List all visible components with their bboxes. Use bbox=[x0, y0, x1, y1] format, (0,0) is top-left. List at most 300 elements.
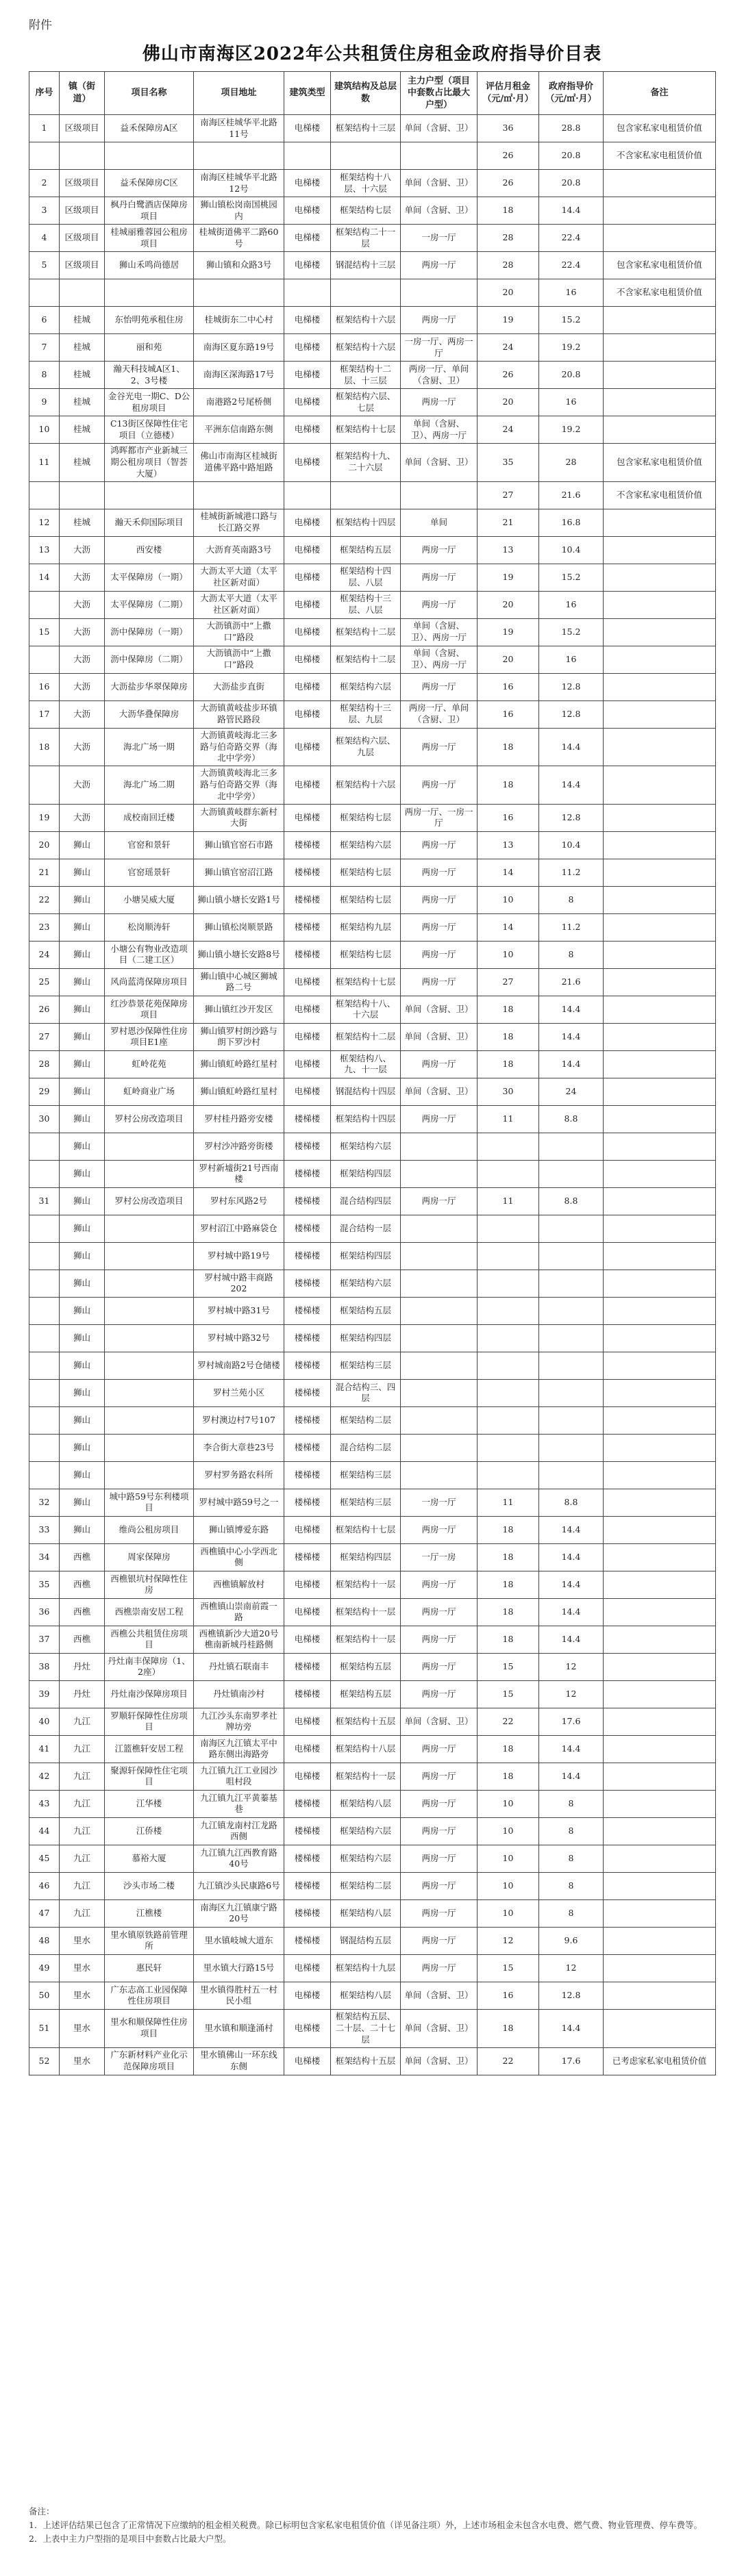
cell-town: 桂城 bbox=[60, 389, 105, 416]
cell-project-name: 狮山禾鸣尚德居 bbox=[105, 252, 194, 279]
cell-note bbox=[604, 307, 716, 334]
cell-note bbox=[604, 389, 716, 416]
cell-building-type: 楼梯楼 bbox=[284, 1653, 331, 1680]
cell-note bbox=[604, 859, 716, 886]
cell-row-number: 1 bbox=[29, 115, 60, 142]
cell-unit-type: 两房一厅 bbox=[401, 1598, 478, 1626]
table-row bbox=[29, 1489, 716, 1516]
cell-building-type: 电梯楼 bbox=[284, 618, 331, 646]
cell-unit-type: 两房一厅 bbox=[401, 941, 478, 968]
cell-eval-rent: 26 bbox=[478, 142, 539, 170]
cell-guide-price bbox=[539, 1270, 604, 1297]
cell-row-number: 28 bbox=[29, 1050, 60, 1078]
cell-row-number: 30 bbox=[29, 1105, 60, 1133]
table-row bbox=[29, 941, 716, 968]
cell-project-address: 大沥镇黄岐海北三多路与伯奇路交界（海北中学旁） bbox=[194, 728, 284, 766]
cell-guide-price: 20.8 bbox=[539, 142, 604, 170]
cell-note bbox=[604, 536, 716, 564]
cell-building-type: 电梯楼 bbox=[284, 1078, 331, 1105]
cell-eval-rent bbox=[478, 1297, 539, 1324]
cell-project-name: 广东志高工业园保障性住房项目 bbox=[105, 1982, 194, 2009]
cell-note bbox=[604, 1817, 716, 1845]
cell-town: 西樵 bbox=[60, 1543, 105, 1571]
cell-eval-rent: 14 bbox=[478, 859, 539, 886]
cell-note bbox=[604, 1954, 716, 1982]
cell-row-number: 3 bbox=[29, 197, 60, 225]
cell-project-address: 大沥镇黄岐群东新村大街 bbox=[194, 804, 284, 831]
cell-town: 狮山 bbox=[60, 1297, 105, 1324]
cell-project-address: 里水镇大行路15号 bbox=[194, 1954, 284, 1982]
cell-building-type: 电梯楼 bbox=[284, 225, 331, 252]
cell-note bbox=[604, 1434, 716, 1461]
table-row bbox=[29, 1242, 716, 1270]
cell-unit-type: 单间（含厨、卫） bbox=[401, 170, 478, 197]
cell-building-type: 楼梯楼 bbox=[284, 1160, 331, 1187]
cell-guide-price: 12.8 bbox=[539, 804, 604, 831]
cell-structure: 框架结构十六层 bbox=[331, 334, 401, 362]
cell-structure: 框架结构七层 bbox=[331, 197, 401, 225]
cell-guide-price: 12.8 bbox=[539, 673, 604, 700]
cell-project-name: 西樵公共租赁住房项目 bbox=[105, 1626, 194, 1653]
cell-project-address: 西樵镇中心小学西北侧 bbox=[194, 1543, 284, 1571]
cell-unit-type: 两房一厅 bbox=[401, 1571, 478, 1598]
cell-note bbox=[604, 564, 716, 591]
cell-eval-rent: 18 bbox=[478, 996, 539, 1023]
cell-structure: 框架结构十一层 bbox=[331, 1626, 401, 1653]
cell-structure: 框架结构十一层 bbox=[331, 1763, 401, 1790]
cell-town: 九江 bbox=[60, 1872, 105, 1899]
cell-guide-price: 8.8 bbox=[539, 1187, 604, 1215]
cell-eval-rent: 11 bbox=[478, 1187, 539, 1215]
cell-row-number: 32 bbox=[29, 1489, 60, 1516]
cell-note bbox=[604, 1105, 716, 1133]
cell-eval-rent: 20 bbox=[478, 646, 539, 673]
cell-eval-rent: 10 bbox=[478, 886, 539, 913]
table-row bbox=[29, 1461, 716, 1489]
table-row bbox=[29, 279, 716, 307]
cell-building-type: 电梯楼 bbox=[284, 115, 331, 142]
cell-eval-rent: 11 bbox=[478, 1105, 539, 1133]
cell-building-type bbox=[284, 481, 331, 509]
cell-unit-type bbox=[401, 1242, 478, 1270]
cell-project-name: 小塘吴威大厦 bbox=[105, 886, 194, 913]
cell-unit-type: 两房一厅 bbox=[401, 1817, 478, 1845]
table-row bbox=[29, 307, 716, 334]
cell-unit-type: 单间（含厨、卫） bbox=[401, 115, 478, 142]
cell-project-name: 金谷光电一期C、D公租房项目 bbox=[105, 389, 194, 416]
notes-block bbox=[29, 2505, 715, 2546]
cell-town: 九江 bbox=[60, 1763, 105, 1790]
cell-structure: 混合结构四层 bbox=[331, 1187, 401, 1215]
cell-town: 狮山 bbox=[60, 1461, 105, 1489]
cell-building-type: 电梯楼 bbox=[284, 1571, 331, 1598]
cell-project-name: 益禾保障房A区 bbox=[105, 115, 194, 142]
cell-row-number: 46 bbox=[29, 1872, 60, 1899]
cell-structure: 框架结构三层 bbox=[331, 1352, 401, 1379]
table-row bbox=[29, 646, 716, 673]
cell-note bbox=[604, 1133, 716, 1160]
table-row bbox=[29, 416, 716, 444]
table-row bbox=[29, 481, 716, 509]
cell-project-name bbox=[105, 1160, 194, 1187]
table-header-row bbox=[29, 72, 716, 115]
cell-structure: 框架结构六层、七层 bbox=[331, 389, 401, 416]
table-row bbox=[29, 831, 716, 859]
table-body bbox=[29, 115, 716, 2075]
cell-unit-type: 两房一厅 bbox=[401, 1626, 478, 1653]
cell-row-number: 15 bbox=[29, 618, 60, 646]
cell-project-address: 狮山镇罗村朗沙路与朗下罗沙村 bbox=[194, 1023, 284, 1050]
cell-unit-type bbox=[401, 1133, 478, 1160]
cell-town: 区级项目 bbox=[60, 252, 105, 279]
table-row bbox=[29, 1023, 716, 1050]
cell-note bbox=[604, 1324, 716, 1352]
cell-unit-type: 两房一厅、单间（含厨、卫） bbox=[401, 362, 478, 389]
cell-eval-rent: 28 bbox=[478, 252, 539, 279]
cell-row-number: 27 bbox=[29, 1023, 60, 1050]
cell-building-type: 电梯楼 bbox=[284, 766, 331, 805]
cell-project-address: 罗村兰苑小区 bbox=[194, 1379, 284, 1406]
cell-unit-type: 两房一厅 bbox=[401, 536, 478, 564]
cell-building-type: 楼梯楼 bbox=[284, 886, 331, 913]
cell-eval-rent bbox=[478, 1461, 539, 1489]
cell-unit-type: 两房一厅 bbox=[401, 591, 478, 618]
cell-project-address: 西樵镇山崇南前霞一路 bbox=[194, 1598, 284, 1626]
cell-project-address: 罗村沙冲路旁街楼 bbox=[194, 1133, 284, 1160]
cell-row-number: 26 bbox=[29, 996, 60, 1023]
cell-project-address: 罗村澳边村7号107 bbox=[194, 1406, 284, 1434]
cell-eval-rent: 24 bbox=[478, 334, 539, 362]
cell-eval-rent: 20 bbox=[478, 591, 539, 618]
cell-building-type: 楼梯楼 bbox=[284, 1133, 331, 1160]
cell-building-type: 楼梯楼 bbox=[284, 1324, 331, 1352]
cell-guide-price: 12 bbox=[539, 1680, 604, 1708]
cell-unit-type: 单间（含厨、卫） bbox=[401, 197, 478, 225]
cell-unit-type: 单间（含厨、卫）、两房一厅 bbox=[401, 646, 478, 673]
cell-eval-rent: 18 bbox=[478, 197, 539, 225]
cell-building-type: 楼梯楼 bbox=[284, 1270, 331, 1297]
cell-structure: 框架结构十七层 bbox=[331, 416, 401, 444]
cell-building-type: 电梯楼 bbox=[284, 1626, 331, 1653]
cell-unit-type: 一房一厅、两房一厅 bbox=[401, 334, 478, 362]
cell-eval-rent: 24 bbox=[478, 416, 539, 444]
cell-project-address: 狮山镇松岗南国桃园内 bbox=[194, 197, 284, 225]
cell-structure: 框架结构十二层 bbox=[331, 1023, 401, 1050]
cell-building-type: 电梯楼 bbox=[284, 334, 331, 362]
cell-unit-type: 一房一厅 bbox=[401, 225, 478, 252]
cell-row-number: 13 bbox=[29, 536, 60, 564]
cell-structure: 框架结构十四层 bbox=[331, 509, 401, 536]
notes-heading: 备注： bbox=[29, 2506, 55, 2516]
cell-guide-price: 20.8 bbox=[539, 170, 604, 197]
cell-guide-price: 9.6 bbox=[539, 1927, 604, 1954]
cell-town: 桂城 bbox=[60, 509, 105, 536]
cell-row-number: 33 bbox=[29, 1516, 60, 1543]
cell-guide-price: 15.2 bbox=[539, 564, 604, 591]
cell-eval-rent: 10 bbox=[478, 941, 539, 968]
cell-building-type: 楼梯楼 bbox=[284, 859, 331, 886]
cell-guide-price: 28.8 bbox=[539, 115, 604, 142]
cell-project-name: 大沥华叠保障房 bbox=[105, 700, 194, 728]
cell-row-number: 24 bbox=[29, 941, 60, 968]
cell-note bbox=[604, 1790, 716, 1817]
table-row bbox=[29, 142, 716, 170]
cell-note bbox=[604, 1078, 716, 1105]
cell-row-number: 36 bbox=[29, 1598, 60, 1626]
cell-project-address bbox=[194, 279, 284, 307]
cell-town: 狮山 bbox=[60, 1078, 105, 1105]
cell-row-number bbox=[29, 1434, 60, 1461]
cell-town: 丹灶 bbox=[60, 1680, 105, 1708]
cell-project-name: 官窑和景轩 bbox=[105, 831, 194, 859]
table-row bbox=[29, 766, 716, 805]
cell-building-type: 电梯楼 bbox=[284, 252, 331, 279]
cell-building-type: 楼梯楼 bbox=[284, 1461, 331, 1489]
cell-project-name: 丹灶南丰保障房（1、2座） bbox=[105, 1653, 194, 1680]
cell-guide-price: 21.6 bbox=[539, 481, 604, 509]
table-row bbox=[29, 1516, 716, 1543]
cell-town: 狮山 bbox=[60, 1379, 105, 1406]
cell-structure: 框架结构八层 bbox=[331, 1982, 401, 2009]
cell-project-address: 罗村城南路2号仓储楼 bbox=[194, 1352, 284, 1379]
cell-structure: 框架结构二十一层 bbox=[331, 225, 401, 252]
cell-project-address: 大沥镇黄岐海北三多路与伯奇路交界（海北中学旁） bbox=[194, 766, 284, 805]
cell-note bbox=[604, 1050, 716, 1078]
cell-row-number: 19 bbox=[29, 804, 60, 831]
table-row bbox=[29, 1187, 716, 1215]
cell-note bbox=[604, 1270, 716, 1297]
cell-building-type: 电梯楼 bbox=[284, 700, 331, 728]
cell-eval-rent: 12 bbox=[478, 1927, 539, 1954]
table-row bbox=[29, 1050, 716, 1078]
cell-town: 狮山 bbox=[60, 1434, 105, 1461]
cell-unit-type: 两房一厅 bbox=[401, 673, 478, 700]
table-row bbox=[29, 1763, 716, 1790]
cell-row-number bbox=[29, 279, 60, 307]
cell-project-address: 九江镇沙头民康路6号 bbox=[194, 1872, 284, 1899]
cell-project-name bbox=[105, 142, 194, 170]
table-row bbox=[29, 252, 716, 279]
cell-structure: 框架结构六层 bbox=[331, 831, 401, 859]
cell-project-name: 罗顺轩保障性住房项目 bbox=[105, 1708, 194, 1735]
cell-guide-price: 16.8 bbox=[539, 509, 604, 536]
cell-structure: 钢混结构十四层 bbox=[331, 1078, 401, 1105]
cell-project-address: 九江镇九江平黄蓁基巷 bbox=[194, 1790, 284, 1817]
cell-guide-price: 14.4 bbox=[539, 1023, 604, 1050]
table-row bbox=[29, 673, 716, 700]
cell-project-name bbox=[105, 1133, 194, 1160]
table-row bbox=[29, 1379, 716, 1406]
cell-unit-type: 单间（含厨、卫） bbox=[401, 2009, 478, 2047]
cell-structure: 框架结构十四层 bbox=[331, 1105, 401, 1133]
cell-project-name: 沥中保障房（一期） bbox=[105, 618, 194, 646]
cell-project-address: 桂城街新城港口路与长江路交界 bbox=[194, 509, 284, 536]
cell-structure: 钢混结构五层 bbox=[331, 1927, 401, 1954]
cell-project-address: 南海区深海路17号 bbox=[194, 362, 284, 389]
cell-project-name: 鸿晖都市产业新城三期公租房项目（智荟大厦） bbox=[105, 444, 194, 482]
page-title: 佛山市南海区2022年公共租赁住房租金政府指导价目表 bbox=[142, 44, 602, 64]
cell-structure: 混合结构二层 bbox=[331, 1434, 401, 1461]
cell-guide-price: 20.8 bbox=[539, 362, 604, 389]
cell-note bbox=[604, 1187, 716, 1215]
cell-unit-type: 两房一厅 bbox=[401, 886, 478, 913]
cell-guide-price bbox=[539, 1461, 604, 1489]
cell-building-type: 电梯楼 bbox=[284, 728, 331, 766]
cell-building-type: 楼梯楼 bbox=[284, 1489, 331, 1516]
cell-building-type: 楼梯楼 bbox=[284, 1845, 331, 1872]
header-name: 项目名称 bbox=[105, 72, 194, 115]
cell-eval-rent: 16 bbox=[478, 804, 539, 831]
header-no: 序号 bbox=[29, 72, 60, 115]
cell-project-name: 西安楼 bbox=[105, 536, 194, 564]
cell-project-name: 小塘公有物业改造项目（二建工区） bbox=[105, 941, 194, 968]
cell-eval-rent: 21 bbox=[478, 509, 539, 536]
cell-note bbox=[604, 225, 716, 252]
cell-note bbox=[604, 2009, 716, 2047]
cell-project-name: 沙头市场二楼 bbox=[105, 1872, 194, 1899]
cell-project-address: 西樵镇解放村 bbox=[194, 1571, 284, 1598]
cell-town: 狮山 bbox=[60, 1187, 105, 1215]
cell-row-number bbox=[29, 481, 60, 509]
cell-town: 狮山 bbox=[60, 1242, 105, 1270]
table-row bbox=[29, 1735, 716, 1763]
note-item-1: 1．上述评估结果已包含了正常情况下应缴纳的租金相关税费。除已标明包含家私家电租赁价值（详见备注项）外，上述市场租金未包含水电费、燃气费、物业管理费、停车费等。 bbox=[29, 2520, 702, 2530]
cell-project-address: 狮山镇官窑沼江路 bbox=[194, 859, 284, 886]
cell-building-type: 楼梯楼 bbox=[284, 1187, 331, 1215]
cell-project-name: 慕裕大厦 bbox=[105, 1845, 194, 1872]
table-row bbox=[29, 1160, 716, 1187]
cell-row-number: 38 bbox=[29, 1653, 60, 1680]
cell-eval-rent: 10 bbox=[478, 1845, 539, 1872]
table-row bbox=[29, 913, 716, 941]
cell-row-number: 11 bbox=[29, 444, 60, 482]
cell-note bbox=[604, 1735, 716, 1763]
cell-town: 九江 bbox=[60, 1899, 105, 1927]
cell-structure: 框架结构四层 bbox=[331, 1324, 401, 1352]
cell-unit-type: 单间（含厨、卫） bbox=[401, 2047, 478, 2075]
cell-guide-price: 14.4 bbox=[539, 1516, 604, 1543]
cell-guide-price: 17.6 bbox=[539, 1708, 604, 1735]
cell-building-type: 楼梯楼 bbox=[284, 1297, 331, 1324]
cell-unit-type: 两房一厅 bbox=[401, 1735, 478, 1763]
cell-unit-type: 两房一厅、一房一厅 bbox=[401, 804, 478, 831]
cell-row-number bbox=[29, 1297, 60, 1324]
cell-building-type: 电梯楼 bbox=[284, 536, 331, 564]
cell-project-name: 官窑瑶景轩 bbox=[105, 859, 194, 886]
cell-row-number: 4 bbox=[29, 225, 60, 252]
cell-row-number: 9 bbox=[29, 389, 60, 416]
cell-structure: 框架结构十三层、八层 bbox=[331, 591, 401, 618]
cell-eval-rent: 18 bbox=[478, 1023, 539, 1050]
cell-row-number: 45 bbox=[29, 1845, 60, 1872]
cell-note: 不含家私家电租赁价值 bbox=[604, 142, 716, 170]
cell-project-name: 海北广场二期 bbox=[105, 766, 194, 805]
cell-project-name bbox=[105, 279, 194, 307]
cell-project-name: 城中路59号东利楼项目 bbox=[105, 1489, 194, 1516]
cell-structure: 框架结构六层、九层 bbox=[331, 728, 401, 766]
cell-note bbox=[604, 197, 716, 225]
cell-eval-rent: 35 bbox=[478, 444, 539, 482]
table-row bbox=[29, 1297, 716, 1324]
cell-project-address: 狮山镇小塘长安路8号 bbox=[194, 941, 284, 968]
header-unit-type: 主力户型（项目中套数占比最大户型） bbox=[401, 72, 478, 115]
table-row bbox=[29, 1927, 716, 1954]
table-row bbox=[29, 564, 716, 591]
table-row bbox=[29, 996, 716, 1023]
cell-project-name bbox=[105, 1270, 194, 1297]
cell-guide-price: 16 bbox=[539, 591, 604, 618]
cell-project-address: 丹灶镇南沙村 bbox=[194, 1680, 284, 1708]
cell-note bbox=[604, 334, 716, 362]
table-row bbox=[29, 1872, 716, 1899]
cell-building-type: 电梯楼 bbox=[284, 2009, 331, 2047]
cell-note: 不含家私家电租赁价值 bbox=[604, 279, 716, 307]
cell-unit-type: 两房一厅 bbox=[401, 1050, 478, 1078]
cell-row-number bbox=[29, 1160, 60, 1187]
table-row bbox=[29, 2009, 716, 2047]
cell-project-address: 大沥太平大道（太平社区新对面） bbox=[194, 591, 284, 618]
cell-note bbox=[604, 416, 716, 444]
cell-eval-rent: 18 bbox=[478, 1763, 539, 1790]
cell-eval-rent bbox=[478, 1242, 539, 1270]
cell-structure bbox=[331, 481, 401, 509]
cell-guide-price: 11.2 bbox=[539, 859, 604, 886]
table-row bbox=[29, 968, 716, 996]
table-row bbox=[29, 197, 716, 225]
cell-guide-price: 12 bbox=[539, 1954, 604, 1982]
cell-structure: 框架结构十七层 bbox=[331, 1516, 401, 1543]
cell-town: 狮山 bbox=[60, 1105, 105, 1133]
cell-project-address: 九江镇龙南村江龙路西侧 bbox=[194, 1817, 284, 1845]
cell-unit-type bbox=[401, 1160, 478, 1187]
cell-unit-type: 单间（含厨、卫） bbox=[401, 444, 478, 482]
cell-unit-type: 两房一厅 bbox=[401, 1653, 478, 1680]
cell-unit-type: 两房一厅 bbox=[401, 564, 478, 591]
cell-project-name: 虹岭花苑 bbox=[105, 1050, 194, 1078]
cell-eval-rent: 10 bbox=[478, 1790, 539, 1817]
cell-unit-type: 两房一厅 bbox=[401, 1680, 478, 1708]
cell-building-type: 电梯楼 bbox=[284, 591, 331, 618]
cell-project-name: 聚源轩保障性住宅项目 bbox=[105, 1763, 194, 1790]
cell-note bbox=[604, 1653, 716, 1680]
cell-unit-type: 两房一厅 bbox=[401, 1105, 478, 1133]
cell-guide-price: 12 bbox=[539, 1653, 604, 1680]
cell-guide-price bbox=[539, 1434, 604, 1461]
cell-unit-type bbox=[401, 1297, 478, 1324]
cell-project-address: 桂城街道佛平二路60号 bbox=[194, 225, 284, 252]
cell-row-number bbox=[29, 591, 60, 618]
cell-guide-price: 19.2 bbox=[539, 416, 604, 444]
cell-project-name: 瀚天科技城A区1、2、3号楼 bbox=[105, 362, 194, 389]
cell-eval-rent: 18 bbox=[478, 766, 539, 805]
table-row bbox=[29, 1571, 716, 1598]
cell-town: 里水 bbox=[60, 2009, 105, 2047]
cell-building-type: 楼梯楼 bbox=[284, 1352, 331, 1379]
cell-building-type: 电梯楼 bbox=[284, 362, 331, 389]
cell-eval-rent: 13 bbox=[478, 536, 539, 564]
cell-structure: 框架结构二层 bbox=[331, 1872, 401, 1899]
cell-building-type: 电梯楼 bbox=[284, 968, 331, 996]
cell-row-number: 10 bbox=[29, 416, 60, 444]
cell-project-name: 东怡明苑承租住房 bbox=[105, 307, 194, 334]
cell-note bbox=[604, 1543, 716, 1571]
cell-unit-type: 一厅一房 bbox=[401, 1543, 478, 1571]
cell-guide-price bbox=[539, 1160, 604, 1187]
cell-building-type: 楼梯楼 bbox=[284, 941, 331, 968]
table-row bbox=[29, 591, 716, 618]
cell-project-name: 大沥盐步华翠保障房 bbox=[105, 673, 194, 700]
cell-guide-price bbox=[539, 1133, 604, 1160]
